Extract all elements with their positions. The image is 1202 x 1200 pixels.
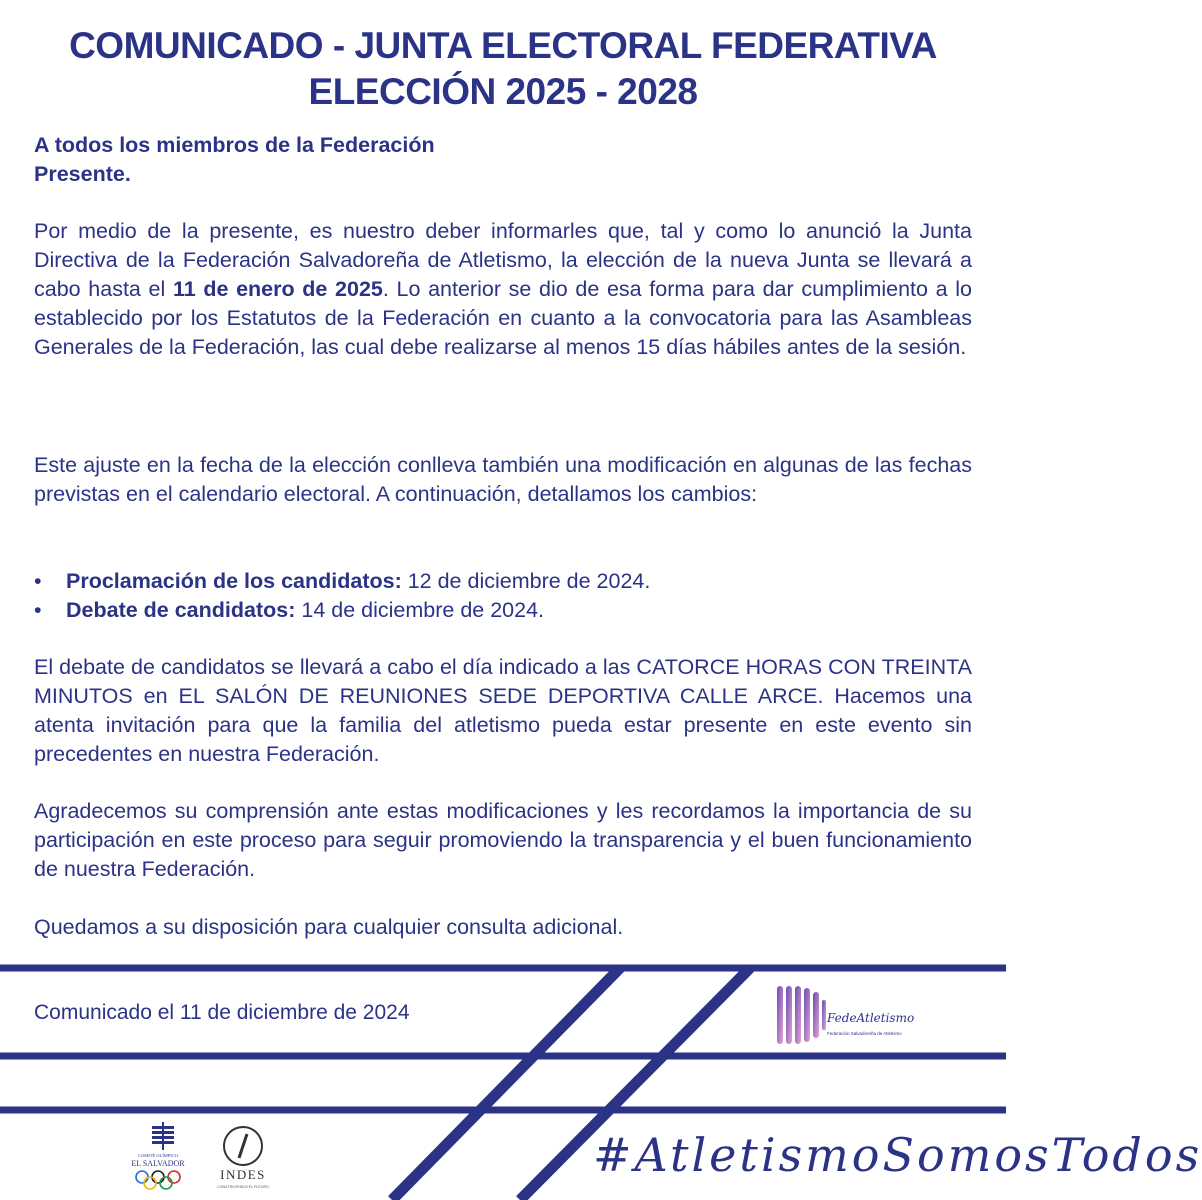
comite-olimpico-logo — [128, 1122, 188, 1192]
paragraph-1-end: . Lo anterior se dio de esa forma para dar cumplimiento a lo establecido por los Estatutos de la Federación en cuanto a la convocatoria para las Asambleas Generales de la Federación, las cual debe realizarse al menos 15 días hábiles antes de la sesión. — [34, 277, 972, 359]
list-item-label: Proclamación de los candidatos: — [66, 569, 402, 593]
election-date: 11 de enero de 2025 — [172, 277, 383, 301]
diagonal-line-1 — [392, 968, 620, 1200]
paragraph-5: Quedamos a su disposición para cualquier consulta adicional. — [34, 915, 624, 939]
salutation-line-1: A todos los miembros de la Federación — [34, 133, 435, 157]
fede-logo-subtitle: Federación Salvadoreña de Atletismo — [827, 1031, 902, 1036]
paragraph-1-start: Por medio de la presente, es nuestro deber informarles que, tal y como lo anunció la Junta Directiva de la Federación Salvadoreña de Atletismo, la elección de la nueva Junta se llevará a cabo hasta el — [34, 219, 972, 301]
list-item-value: 14 de diciembre de 2024. — [295, 598, 545, 622]
title-line-1: COMUNICADO - JUNTA ELECTORAL FEDERATIVA — [69, 25, 937, 66]
olimpico-line-2: EL SALVADOR — [131, 1159, 185, 1168]
bullet-icon: • — [34, 598, 42, 622]
paragraph-2: Este ajuste en la fecha de la elección conlleva también una modificación en algunas de las fechas previstas en el calendario electoral. A continuación, detallamos los cambios: — [34, 453, 972, 506]
paragraph-3: El debate de candidatos se llevará a cabo el día indicado a las CATORCE HORAS CON TREINTA MINUTOS en EL SALÓN DE REUNIONES SEDE DEPORTIVA CALLE ARCE. Hacemos una atenta invitación para que la familia del atletismo pueda estar presente en este evento sin precedentes en nuestra Federación. — [34, 655, 972, 766]
list-item-label: Debate de candidatos: — [66, 598, 296, 622]
bullet-icon: • — [34, 569, 42, 593]
communique-date: Comunicado el 11 de diciembre de 2024 — [34, 1001, 410, 1024]
olimpico-line-1: COMITÉ OLÍMPICO — [137, 1153, 179, 1158]
indes-logo — [212, 1122, 274, 1192]
hashtag: #AtletismoSomosTodos — [593, 1128, 1202, 1182]
indes-name: INDES — [220, 1167, 266, 1182]
fede-logo-name: FedeAtletismo — [827, 1011, 915, 1025]
list-item-value: 12 de diciembre de 2024. — [401, 569, 651, 593]
title-line-2: ELECCIÓN 2025 - 2028 — [308, 71, 698, 112]
fedeatletismo-logo — [773, 982, 923, 1048]
indes-subtitle: CONSTRUYENDO EL FUTURO — [217, 1185, 269, 1189]
salutation-line-2: Presente. — [34, 162, 131, 186]
paragraph-4: Agradecemos su comprensión ante estas modificaciones y les recordamos la importancia de su participación en este proceso para seguir promoviendo la transparencia y el buen funcionamiento de nuestra Federación. — [34, 799, 972, 881]
